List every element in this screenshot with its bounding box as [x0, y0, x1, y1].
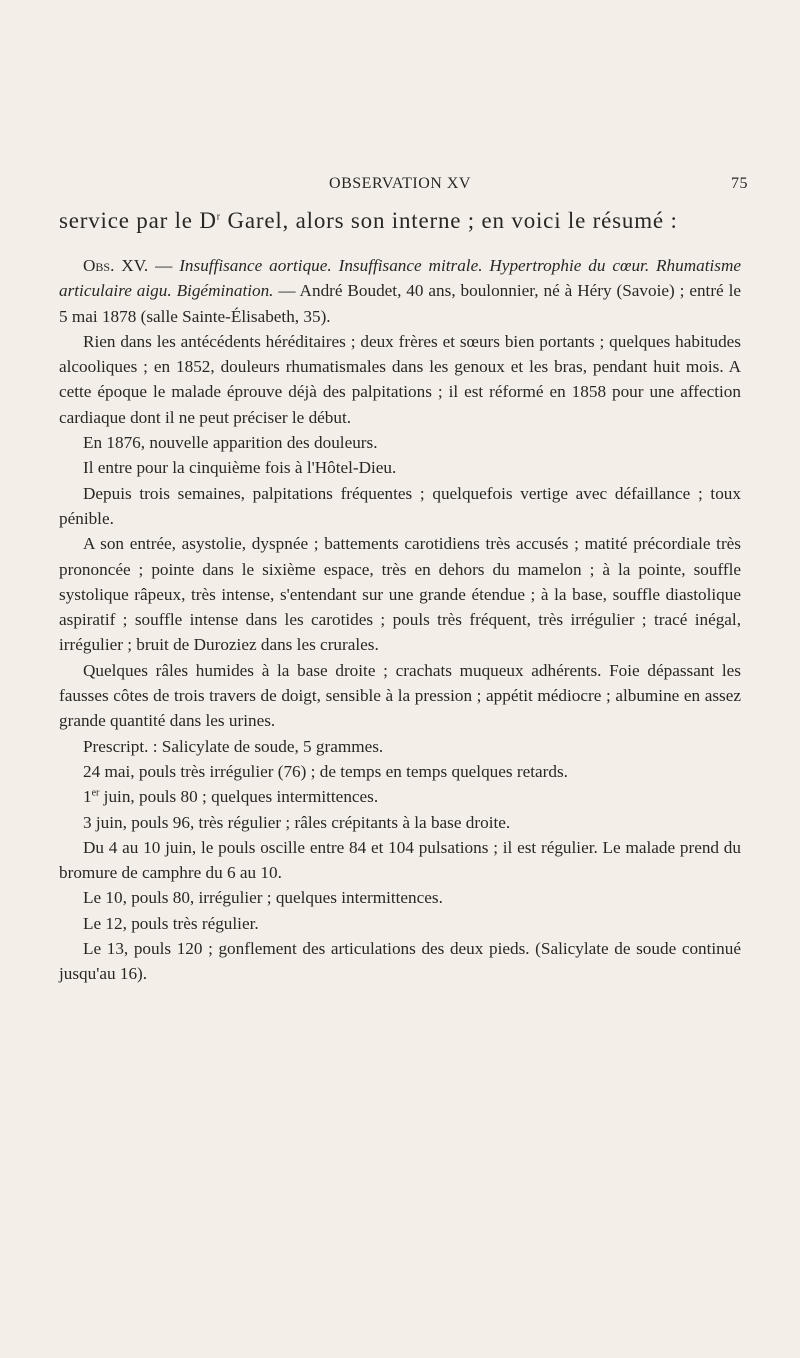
paragraph-10-juin: Le 10, pouls 80, irrégulier ; quelques intermittences.	[83, 888, 443, 908]
paragraph-rales: Quelques râles humides à la base droite ; crachats muqueux adhérents. Foie dépassant les fausses côtes de trois travers de doigt, sensible à la pression ; appétit médiocre ; albumine en assez grande quantité dans les urines.	[59, 660, 741, 731]
paragraph-13-juin: Le 13, pouls 120 ; gonflement des articulations des deux pieds. (Salicylate de soude continué jusqu'au 16).	[59, 939, 741, 984]
paragraph-prescription: Prescript. : Salicylate de soude, 5 grammes.	[83, 736, 384, 756]
observation-heading-paragraph	[59, 253, 741, 329]
observation-title: Insuffisance aortique. Insuffisance mitrale. Hypertrophie du cœur. Rhumatisme articulaire aigu. Bigémination.	[59, 256, 741, 301]
body-text	[59, 205, 741, 987]
intro-text-end: Garel, alors son interne ; en voici le résumé :	[220, 208, 678, 233]
june-first-superscript: er	[91, 787, 100, 799]
paragraph-24-mai: 24 mai, pouls très irrégulier (76) ; de temps en temps quelques retards.	[83, 761, 568, 781]
paragraph-12-juin: Le 12, pouls très régulier.	[83, 913, 259, 933]
page-number: 75	[731, 175, 748, 192]
intro-superscript: r	[216, 211, 221, 223]
paragraph-4-10-juin: Du 4 au 10 juin, le pouls oscille entre 84 et 104 pulsations ; il est régulier. Le malade prend du bromure de camphre du 6 au 10.	[59, 837, 741, 883]
june-first-text: juin, pouls 80 ; quelques intermittences.	[99, 787, 379, 807]
paragraph-antecedents: Rien dans les antécédents héréditaires ; deux frères et sœurs bien portants ; quelques habitudes alcooliques ; en 1852, douleurs rhumatismales dans les genoux et les bras, pendant huit mois. A cette époque le malade éprouve déjà des palpitations ; il est réformé en 1858 pour une affection cardiaque dont il ne peut préciser le début.	[59, 331, 741, 427]
paragraph-palpitations: Depuis trois semaines, palpitations fréquentes ; quelquefois vertige avec défaillance ; toux pénible.	[59, 483, 741, 528]
paragraph-entree: A son entrée, asystolie, dyspnée ; battements carotidiens très accusés ; matité précordiale très prononcée ; pointe dans le sixième espace, très en dehors du mamelon ; à la pointe, souffle systolique râpeux, très intense, s'entendant sur une grande étendue ; à la base, souffle diastolique aspiratif ; souffle intense dans les carotides ; pouls très fréquent, très irrégulier ; tracé inégal, irrégulier ; bruit de Duroziez dans les crurales.	[59, 534, 741, 655]
intro-paragraph	[59, 205, 741, 237]
paragraph-1876: En 1876, nouvelle apparition des douleurs.	[83, 433, 378, 453]
june-first-number: 1	[83, 787, 92, 807]
running-head	[0, 175, 800, 197]
running-title: OBSERVATION XV	[329, 175, 471, 192]
observation-summary: — André Boudet, 40 ans, boulonnier, né à Héry (Savoie) ; entré le 5 mai 1878 (salle Sainte-Élisabeth, 35).	[59, 281, 741, 326]
paragraph-1er-juin	[59, 784, 741, 809]
paragraph-hotel-dieu: Il entre pour la cinquième fois à l'Hôtel-Dieu.	[83, 458, 397, 478]
observation-label: Obs. XV. —	[83, 256, 180, 275]
paragraph-3-juin: 3 juin, pouls 96, très régulier ; râles crépitants à la base droite.	[83, 812, 511, 832]
intro-text-start: service par le D	[59, 208, 217, 233]
